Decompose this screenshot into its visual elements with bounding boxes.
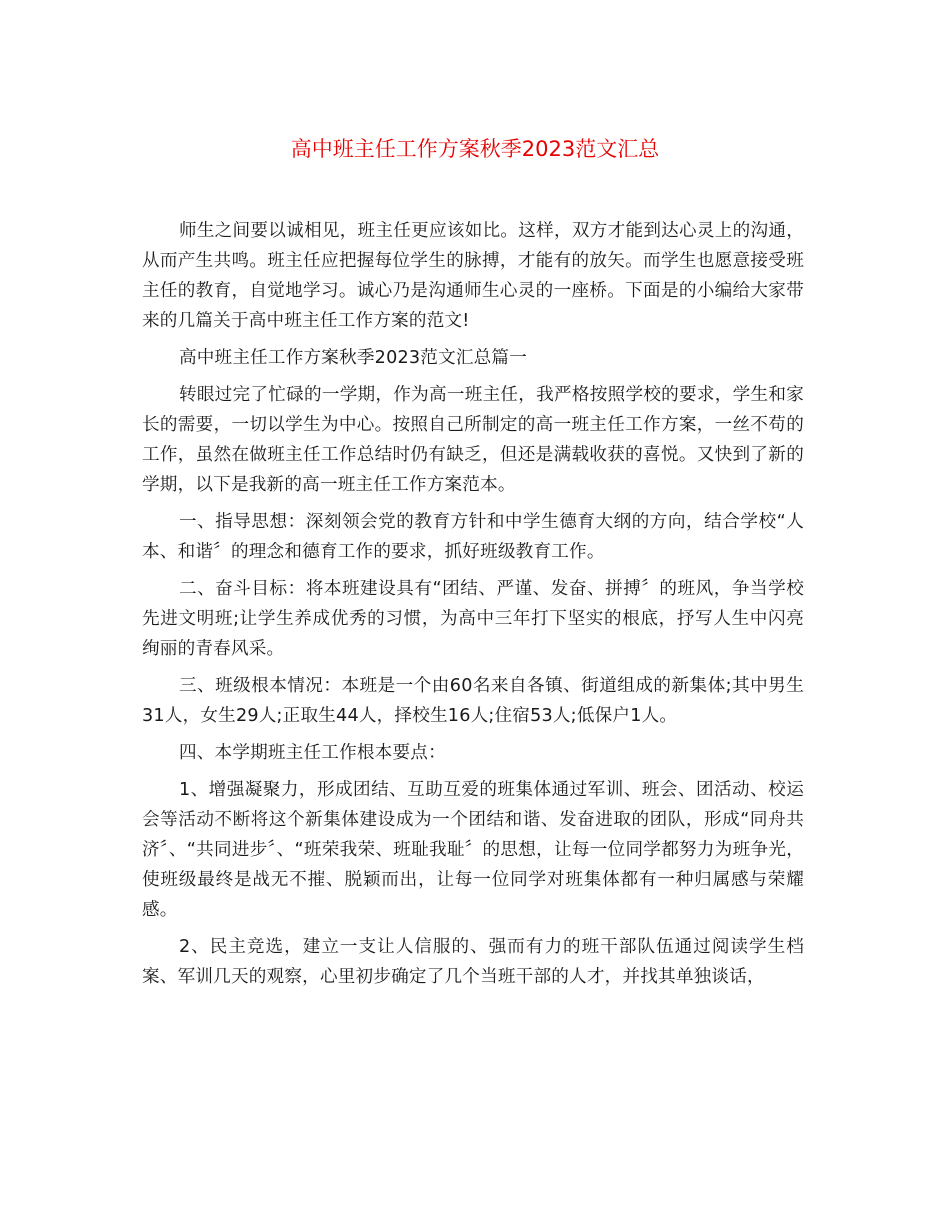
section-heading: 高中班主任工作方案秋季2023范文汇总篇一 — [178, 348, 528, 368]
body-paragraph: 一、指导思想：深刻领会党的教育方针和中学生德育大纲的方向，结合学校“人本、和谐〞的理念和德育工作的要求，抓好班级教育工作。 — [142, 512, 804, 562]
body-paragraph: 四、本学期班主任工作根本要点： — [178, 743, 446, 763]
body-paragraph: 三、班级根本情况：本班是一个由60名来自各镇、街道组成的新集体;其中男生31人，女生29人;正取生44人，择校生16人;住宿53人;低保户1人。 — [142, 676, 804, 726]
document-body — [142, 216, 804, 999]
intro-paragraph: 师生之间要以诚相见，班主任更应该如比。这样，双方才能到达心灵上的沟通，从而产生共鸣。班主任应把握每位学生的脉搏，才能有的放矢。而学生也愿意接受班主任的教育，自觉地学习。诚心乃是沟通师生心灵的一座桥。下面是的小编给大家带来的几篇关于高中班主任工作方案的范文! — [142, 221, 804, 331]
document-title: 高中班主任工作方案秋季2023范文汇总 — [290, 137, 660, 161]
body-paragraph: 1、增强凝聚力，形成团结、互助互爱的班集体通过军训、班会、团活动、校运会等活动不断将这个新集体建设成为一个团结和谐、发奋进取的团队，形成“同舟共济〞、“共同进步〞、“班荣我荣、班耻我耻〞的思想，让每一位同学都努力为班争光，使班级最终是战无不摧、脱颖而出，让每一位同学对班集体都有一种归属感与荣耀感。 — [142, 780, 804, 920]
body-paragraph: 转眼过完了忙碌的一学期，作为高一班主任，我严格按照学校的要求，学生和家长的需要，一切以学生为中心。按照自己所制定的高一班主任工作方案，一丝不苟的工作，虽然在做班主任工作总结时仍有缺乏，但还是满载收获的喜悦。又快到了新的学期，以下是我新的高一班主任工作方案范本。 — [142, 385, 804, 495]
body-paragraph: 2、民主竞选，建立一支让人信服的、强而有力的班干部队伍通过阅读学生档案、军训几天的观察，心里初步确定了几个当班干部的人才，并找其单独谈话， — [142, 937, 804, 987]
body-paragraph: 二、奋斗目标：将本班建设具有“团结、严谨、发奋、拼搏〞的班风，争当学校先进文明班;让学生养成优秀的习惯，为高中三年打下坚实的根底，抒写人生中闪亮绚丽的青春风采。 — [142, 579, 804, 659]
